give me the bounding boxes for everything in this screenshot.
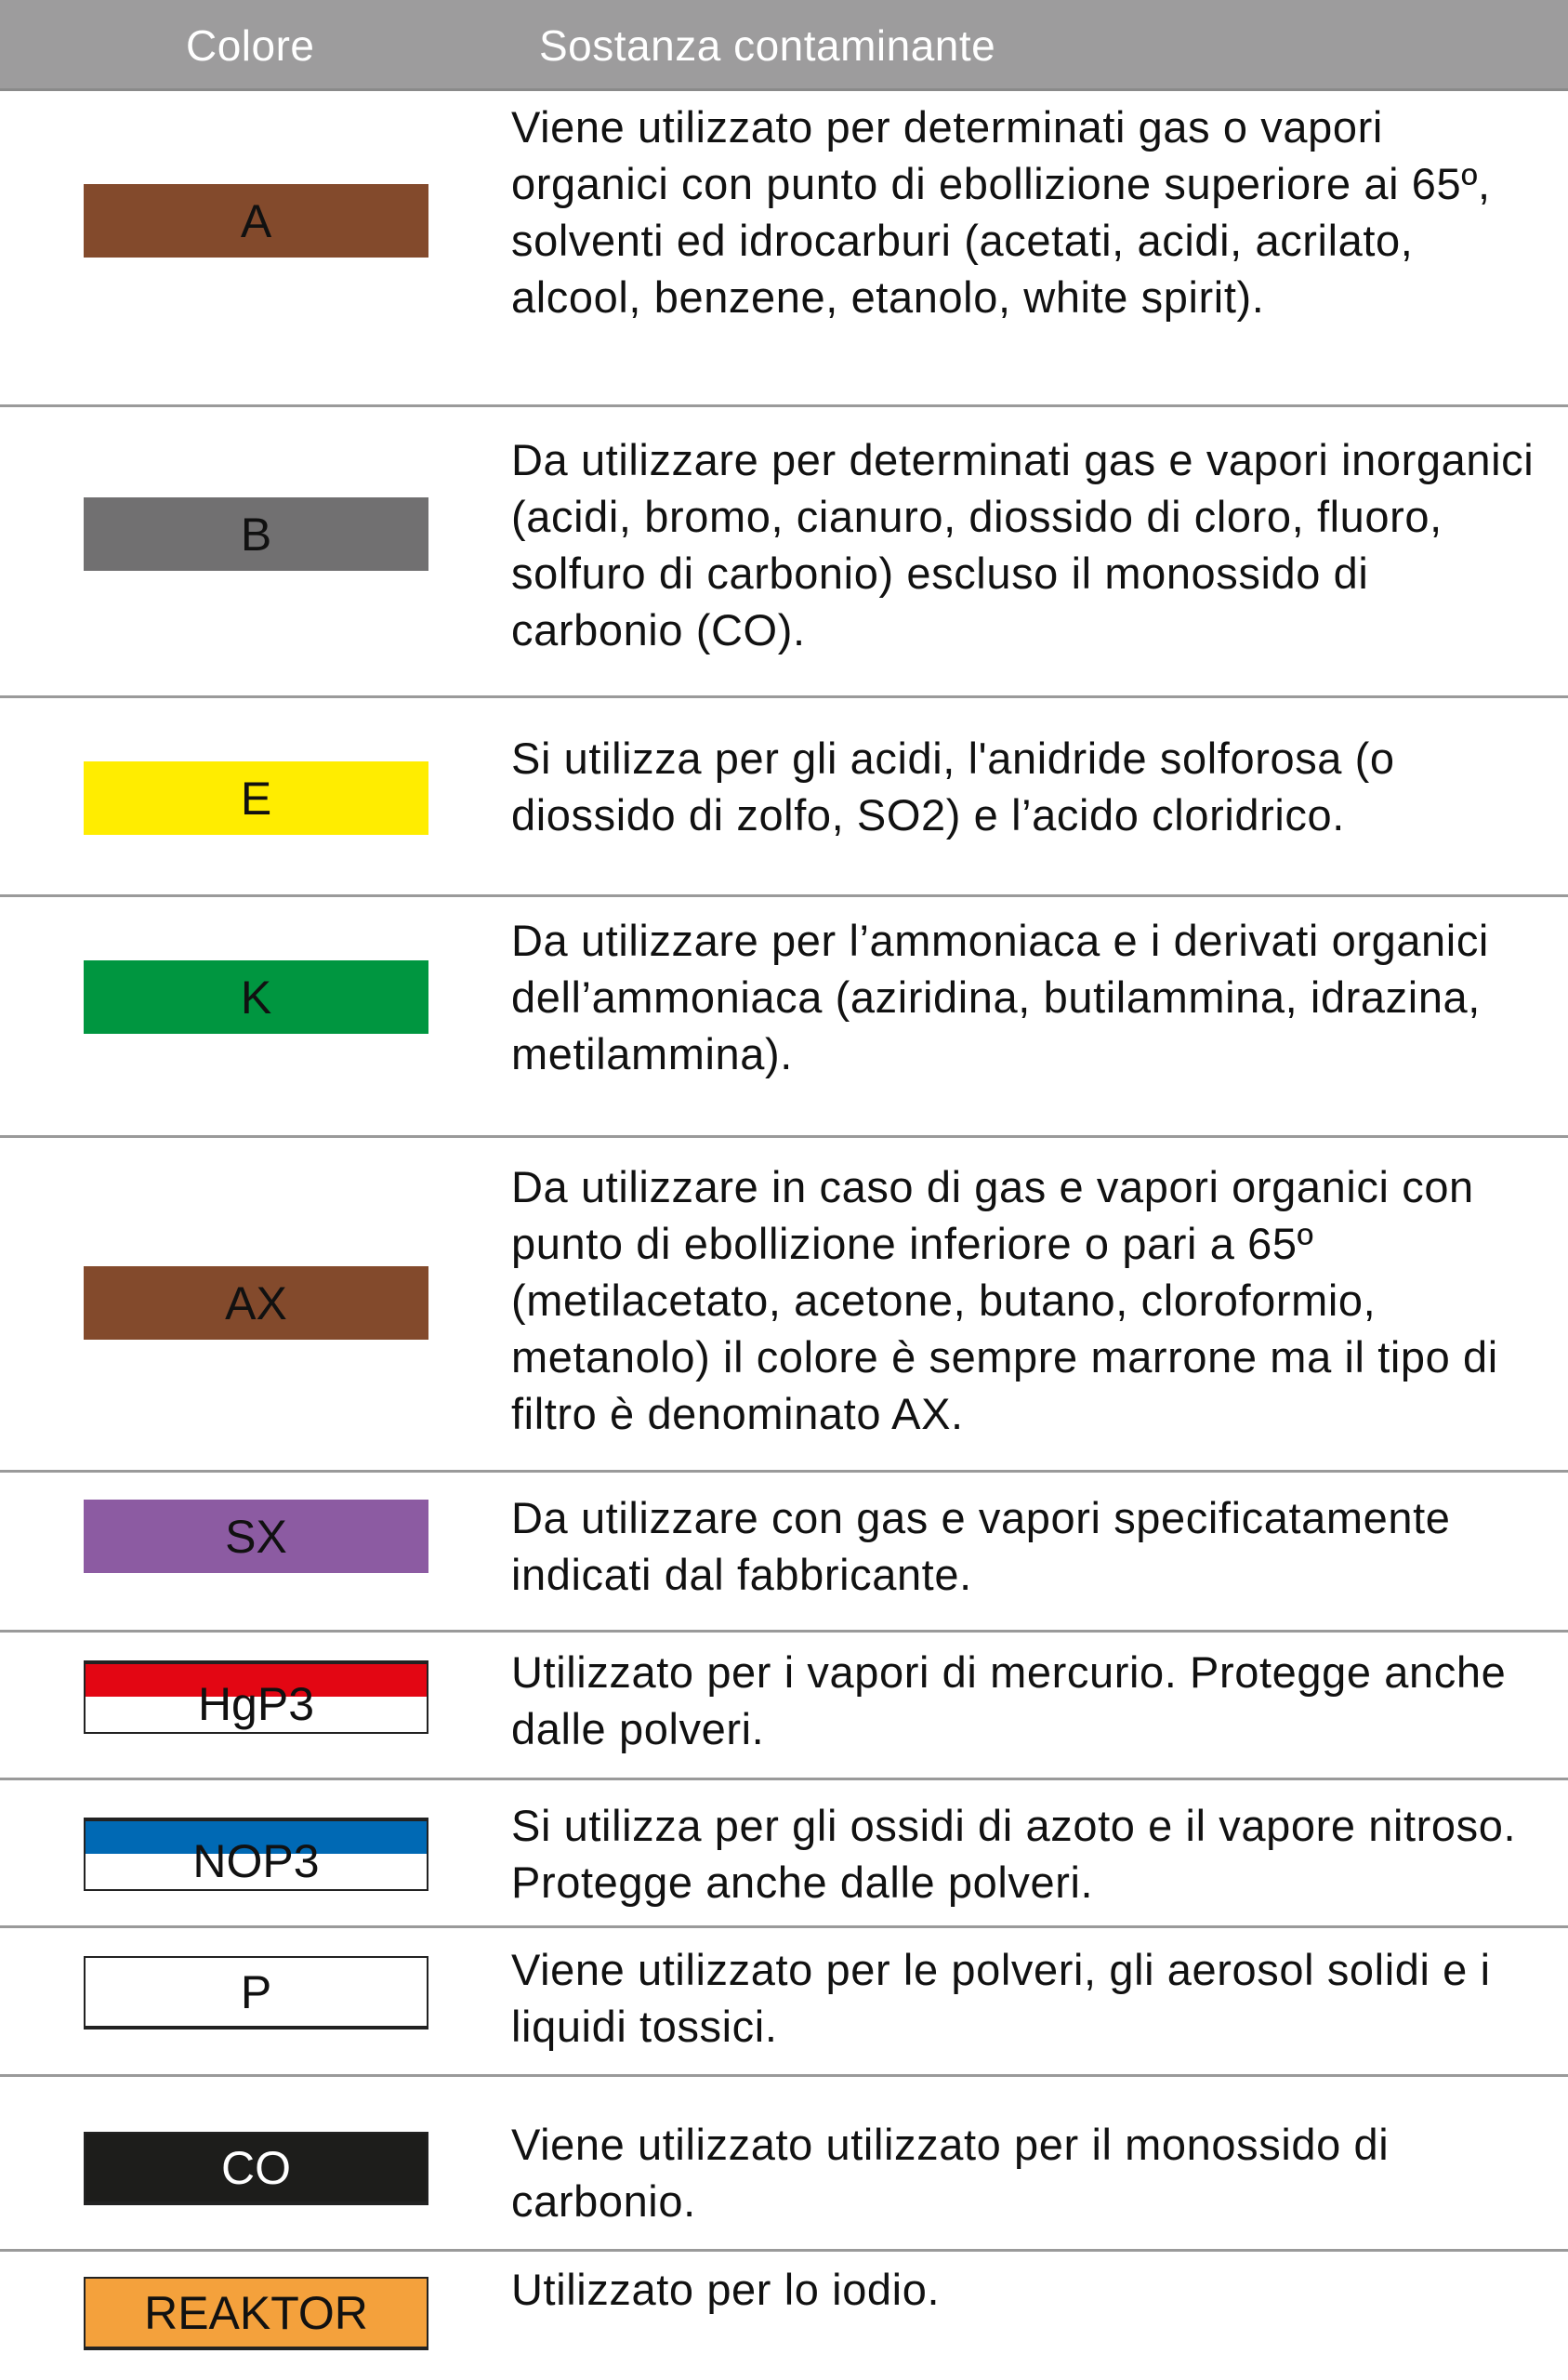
filter-code: P — [240, 1965, 272, 2018]
column-header-substance: Sostanza contaminante — [539, 21, 996, 70]
substance-description: Utilizzato per i vapori di mercurio. Protegge anche dalle polveri. — [511, 1647, 1507, 1753]
table-row-e — [0, 698, 1568, 897]
color-swatch-b — [84, 497, 428, 571]
color-swatch-nop3 — [84, 1818, 428, 1891]
filter-code: K — [240, 971, 272, 1024]
filter-code: HgP3 — [197, 1677, 315, 1730]
filter-code: SX — [225, 1510, 287, 1563]
table-row-p — [0, 1928, 1568, 2077]
substance-description: Viene utilizzato utilizzato per il monossido di carbonio. — [511, 2120, 1390, 2226]
table-row-reaktor — [0, 2252, 1568, 2380]
column-header-color: Colore — [186, 21, 315, 70]
table-row-a — [0, 91, 1568, 407]
filter-code: NOP3 — [192, 1834, 320, 1887]
table-row-nop3 — [0, 1780, 1568, 1928]
table-row-k — [0, 897, 1568, 1138]
filter-code: REAKTOR — [144, 2286, 368, 2339]
color-swatch-co — [84, 2132, 428, 2205]
color-swatch-sx — [84, 1500, 428, 1573]
substance-description: Si utilizza per gli ossidi di azoto e il vapore nitroso. Protegge anche dalle polveri. — [511, 1801, 1517, 1907]
color-swatch-p — [84, 1956, 428, 2030]
table-row-sx — [0, 1473, 1568, 1633]
substance-description: Da utilizzare per determinati gas e vapori inorganici (acidi, bromo, cianuro, diossido di cloro, fluoro, solfuro di carbonio) escluso il monossido di carbonio (CO). — [511, 435, 1535, 654]
color-swatch-e — [84, 761, 428, 835]
filter-code: B — [240, 508, 272, 561]
color-swatch-reaktor — [84, 2277, 428, 2350]
table-row-hgp3 — [0, 1633, 1568, 1780]
substance-description: Viene utilizzato per le polveri, gli aerosol solidi e i liquidi tossici. — [511, 1945, 1491, 2051]
substance-description: Da utilizzare in caso di gas e vapori organici con punto di ebollizione inferiore o pari a 65º (metilacetato, acetone, butano, cloroformio, metanolo) il colore è sempre marrone ma il tipo di filtro è denominato AX. — [511, 1162, 1498, 1438]
table-header — [0, 0, 1568, 91]
color-swatch-k — [84, 960, 428, 1034]
substance-description: Utilizzato per lo iodio. — [511, 2265, 941, 2314]
substance-description: Da utilizzare con gas e vapori specificatamente indicati dal fabbricante. — [511, 1493, 1451, 1599]
filter-code: A — [240, 194, 272, 247]
table-row-co — [0, 2077, 1568, 2252]
color-swatch-a — [84, 184, 428, 258]
table-row-ax — [0, 1138, 1568, 1473]
substance-description: Si utilizza per gli acidi, l'anidride solforosa (o diossido di zolfo, SO2) e l’acido cloridrico. — [511, 734, 1395, 840]
substance-description: Viene utilizzato per determinati gas o vapori organici con punto di ebollizione superiore ai 65º, solventi ed idrocarburi (acetati, acidi, acrilato, alcool, benzene, etanolo, white spirit). — [511, 102, 1491, 322]
color-swatch-hgp3 — [84, 1660, 428, 1734]
filter-code: AX — [225, 1276, 287, 1329]
filter-code: CO — [221, 2141, 291, 2194]
color-swatch-ax — [84, 1266, 428, 1340]
substance-description: Da utilizzare per l’ammoniaca e i derivati organici dell’ammoniaca (aziridina, butilammina, idrazina, metilammina). — [511, 916, 1489, 1078]
filter-code: E — [240, 772, 272, 825]
table-row-b — [0, 407, 1568, 698]
